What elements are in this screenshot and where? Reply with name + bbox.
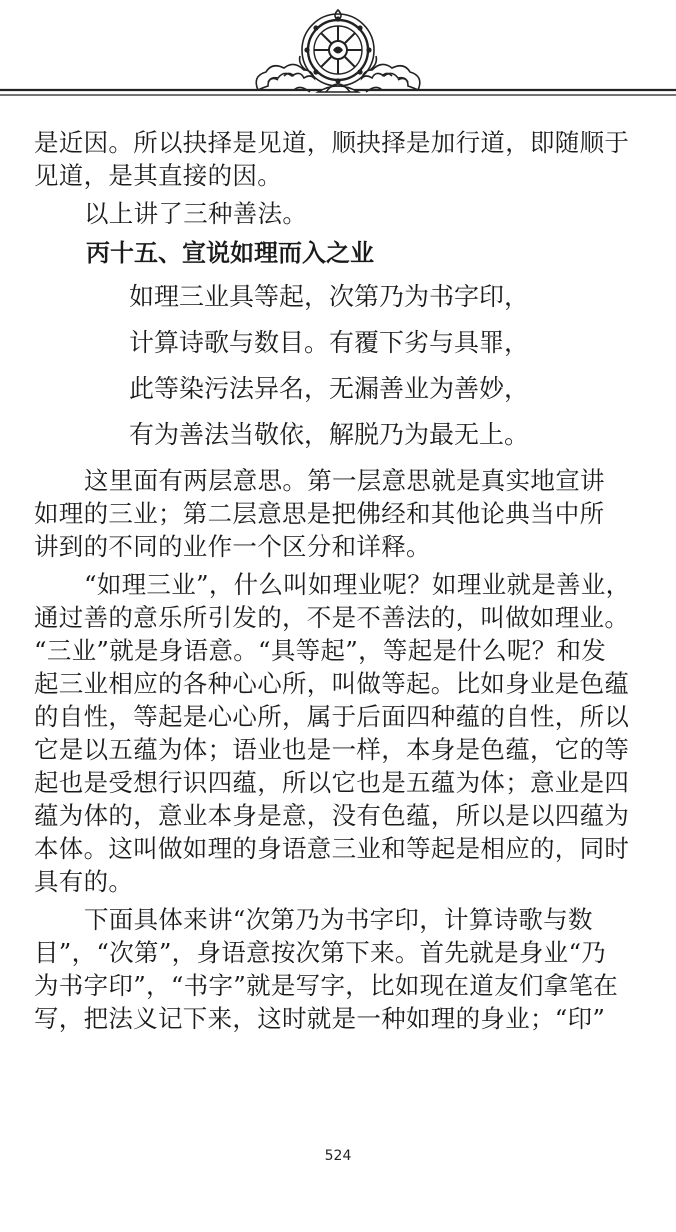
text-line: 本体。这叫做如理的身语意三业和等起是相应的，同时 bbox=[34, 834, 630, 863]
verse-line: 此等染污法异名，无漏善业为善妙， bbox=[129, 374, 530, 403]
text-line: 起也是受想行识四蕴，所以它也是五蕴为体；意业是四 bbox=[34, 768, 630, 797]
text-line: 为书字印”，“书字”就是写字，比如现在道友们拿笔在 bbox=[34, 971, 619, 1000]
page-body bbox=[34, 126, 646, 1040]
text-line: 如理的三业；第二层意思是把佛经和其他论典当中所 bbox=[34, 499, 605, 528]
text-line: 是近因。所以抉择是见道，顺抉择是加行道，即随顺于 bbox=[34, 128, 630, 157]
verse-line: 计算诗歌与数目。有覆下劣与具罪， bbox=[129, 328, 530, 357]
body-paragraph bbox=[34, 903, 646, 1035]
text-line: 它是以五蕴为体；语业也是一样，本身是色蕴，它的等 bbox=[34, 735, 630, 764]
section-heading: 丙十五、宣说如理而入之业 bbox=[86, 238, 374, 267]
text-line: 通过善的意乐所引发的，不是不善法的，叫做如理业。 bbox=[34, 603, 630, 632]
text-line: “三业”就是身语意。“具等起”，等起是什么呢？和发 bbox=[34, 636, 607, 665]
body-paragraph bbox=[34, 464, 646, 563]
text-line: 目”，“次第”，身语意按次第下来。首先就是身业“乃 bbox=[34, 938, 607, 967]
text-line: “如理三业”，什么叫如理业呢？如理业就是善业， bbox=[84, 570, 631, 599]
intro-paragraph bbox=[34, 126, 646, 192]
verse-line: 如理三业具等起，次第乃为书字印， bbox=[129, 282, 530, 311]
text-line: 具有的。 bbox=[34, 867, 134, 896]
text-line: 这里面有两层意思。第一层意思就是真实地宣讲 bbox=[84, 466, 605, 495]
verse-block bbox=[34, 279, 646, 452]
summary-line: 以上讲了三种善法。 bbox=[84, 199, 308, 228]
text-line: 讲到的不同的业作一个区分和详释。 bbox=[34, 532, 431, 561]
text-line: 写，把法义记下来，这时就是一种如理的身业；“印” bbox=[34, 1004, 606, 1033]
dharma-wheel-header-ornament bbox=[0, 0, 676, 110]
body-paragraph bbox=[34, 568, 646, 898]
verse-line: 有为善法当敬依，解脱乃为最无上。 bbox=[129, 420, 530, 449]
text-line: 见道，是其直接的因。 bbox=[34, 161, 282, 190]
text-line: 蕴为体的，意业本身是意，没有色蕴，所以是以四蕴为 bbox=[34, 801, 630, 830]
text-line: 下面具体来讲“次第乃为书字印，计算诗歌与数 bbox=[84, 905, 593, 934]
page-number: 524 bbox=[324, 1148, 352, 1164]
text-line: 的自性，等起是心心所，属于后面四种蕴的自性，所以 bbox=[34, 702, 630, 731]
text-line: 起三业相应的各种心心所，叫做等起。比如身业是色蕴 bbox=[34, 669, 630, 698]
